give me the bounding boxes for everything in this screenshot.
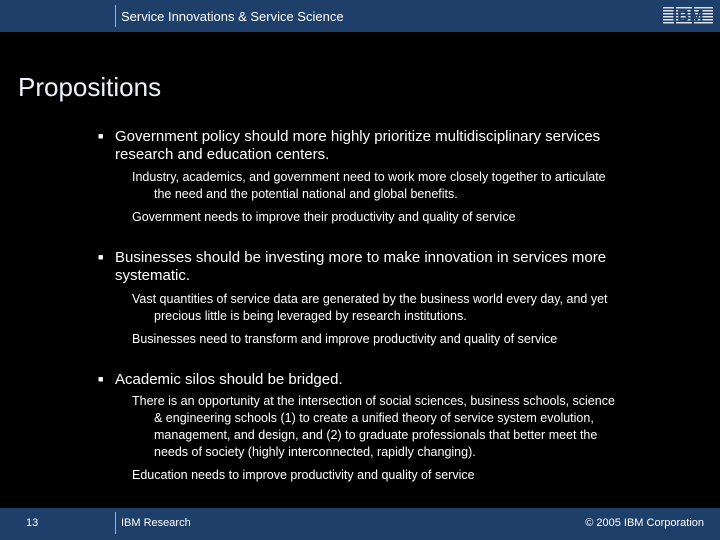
bullet-3-sub-1 [132, 393, 682, 461]
page-number: 13 [26, 517, 39, 529]
bullet-3-line1: Academic silos should be bridged. [115, 371, 343, 388]
bullet-2 [115, 249, 675, 285]
svg-text:IBM: IBM [672, 6, 704, 25]
bullet-3-sub-1-line4: needs of society (highly interconnected, rapidly changing). [154, 445, 476, 459]
header-title: Service Innovations & Service Science [121, 9, 344, 24]
bullet-2-sub-1-line1: Vast quantities of service data are generated by the business world every day, and yet [132, 292, 608, 306]
copyright: © 2005 IBM Corporation [585, 517, 704, 529]
bullet-1-sub-1-line1: Industry, academics, and government need to work more closely together to articulate [132, 170, 606, 184]
bullet-3-sub-1-line2: & engineering schools (1) to create a unified theory of service system evolution, [154, 411, 594, 425]
bullet-1-sub-2 [132, 209, 682, 226]
header-divider [115, 5, 116, 27]
footer-divider [115, 512, 116, 534]
header-bar [0, 0, 720, 32]
bullet-3-sub-2 [132, 467, 682, 484]
bullet-2-sub-2 [132, 331, 682, 348]
bullet-1-sub-2-line1: Government needs to improve their productivity and quality of service [132, 210, 516, 224]
ibm-logo-icon [663, 5, 713, 26]
bullet-2-sub-1-line2: precious little is being leveraged by research institutions. [154, 309, 467, 323]
bullet-marker: ■ [98, 131, 104, 141]
bullet-2-line2: systematic. [115, 267, 191, 284]
bullet-1-line1: Government policy should more highly prioritize multidisciplinary services [115, 128, 601, 145]
bullet-1-sub-1 [132, 169, 682, 203]
bullet-2-line1: Businesses should be investing more to make innovation in services more [115, 249, 607, 266]
bullet-marker: ■ [98, 374, 104, 384]
bullet-2-sub-1 [132, 291, 682, 325]
bullet-1-line2: research and education centers. [115, 146, 330, 163]
bullet-3-sub-1-line1: There is an opportunity at the intersection of social sciences, business schools, science [132, 394, 615, 408]
page-title: Propositions [18, 72, 162, 102]
footer-bar [0, 508, 720, 540]
bullet-marker: ■ [98, 252, 104, 262]
bullet-1-sub-1-line2: the need and the potential national and global benefits. [154, 187, 458, 201]
bullet-3 [115, 371, 675, 389]
bullet-3-sub-1-line3: management, and design, and (2) to graduate professionals that better meet the [154, 428, 598, 442]
bullet-1 [115, 128, 675, 164]
bullet-3-sub-2-line1: Education needs to improve productivity and quality of service [132, 468, 475, 482]
footer-label: IBM Research [121, 517, 191, 529]
bullet-2-sub-2-line1: Businesses need to transform and improve productivity and quality of service [132, 332, 558, 346]
